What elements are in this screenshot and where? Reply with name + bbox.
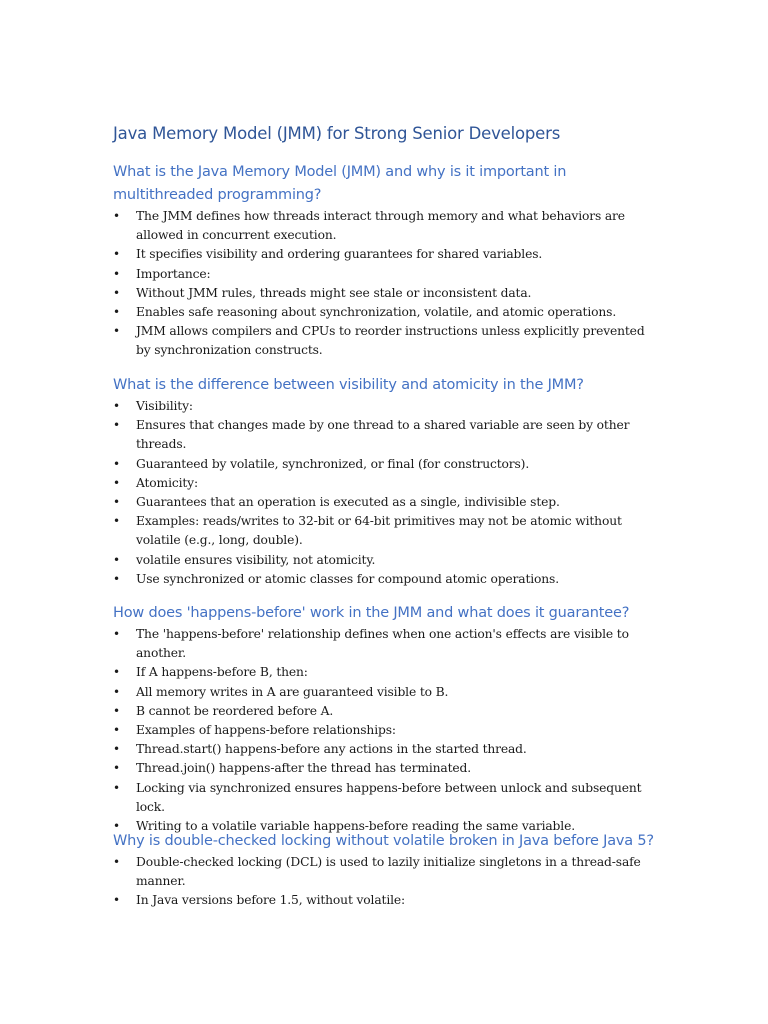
bullet-icon: • [113,247,120,262]
bullet-icon: • [113,703,120,718]
list-item: • The 'happens-before' relationship defines when one action's effects are visible to another. [113,627,629,661]
bullet-icon: • [113,723,120,738]
list-item: • It specifies visibility and ordering guarantees for shared variables. [113,245,658,264]
bullet-icon: • [113,209,120,223]
list-item: • JMM allows compilers and CPUs to reorder instructions unless explicitly prevented by synchronization constructs. [113,324,645,358]
section-heading: Why is double-checked locking without volatile broken in Java before Java 5? [113,833,654,849]
list-item: • Guaranteed by volatile, synchronized, or final (for constructors). [113,455,658,474]
bullet-icon: • [113,819,120,834]
bullet-list [113,207,658,361]
bullet-icon: • [113,495,120,510]
bullet-icon: • [113,684,120,699]
list-item: • Guarantees that an operation is executed as a single, indivisible step. [113,493,658,512]
list-item: • Writing to a volatile variable happens-before reading the same variable. [113,817,658,836]
list-item: • Visibility: [113,397,658,416]
bullet-icon: • [113,456,120,471]
section-heading: What is the difference between visibility and atomicity in the JMM? [113,377,584,393]
bullet-list [113,625,658,836]
bullet-icon: • [113,855,120,869]
bullet-list [113,397,658,589]
bullet-icon: • [113,552,120,567]
list-item: • Importance: [113,265,658,284]
bullet-icon: • [113,780,120,795]
list-item: • Use synchronized or atomic classes for compound atomic operations. [113,570,658,589]
bullet-icon: • [113,305,120,320]
list-item: • Enables safe reasoning about synchronization, volatile, and atomic operations. [113,303,658,322]
section-happens-before [113,602,658,836]
bullet-icon: • [113,571,120,586]
list-item: • Atomicity: [113,474,658,493]
bullet-list [113,853,658,911]
list-item: • The JMM defines how threads interact through memory and what behaviors are allowed in concurrent execution. [113,209,625,243]
section-heading: How does 'happens-before' work in the JMM and what does it guarantee? [113,605,630,621]
list-item: • Thread.join() happens-after the thread has terminated. [113,759,658,778]
bullet-icon: • [113,285,120,300]
bullet-icon: • [113,742,120,757]
bullet-icon: • [113,324,120,339]
bullet-icon: • [113,514,120,529]
list-item: • Ensures that changes made by one thread to a shared variable are seen by other threads. [113,418,630,452]
section-double-checked-locking [113,830,658,911]
document-title: Java Memory Model (JMM) for Strong Senior Developers [113,124,561,143]
bullet-icon: • [113,761,120,776]
bullet-icon: • [113,665,120,680]
section-heading: What is the Java Memory Model (JMM) and why is it important in multithreaded programming? [113,164,567,203]
list-item: • Thread.start() happens-before any actions in the started thread. [113,740,658,759]
list-item: • Without JMM rules, threads might see stale or inconsistent data. [113,284,658,303]
list-item: • If A happens-before B, then: [113,663,658,682]
list-item: • Locking via synchronized ensures happens-before between unlock and subsequent lock. [113,780,642,814]
list-item: • Examples of happens-before relationships: [113,721,658,740]
bullet-icon: • [113,418,120,433]
bullet-icon: • [113,627,120,641]
list-item: • In Java versions before 1.5, without volatile: [113,891,658,910]
section-visibility-atomicity [113,374,658,589]
bullet-icon: • [113,893,120,908]
list-item: • Double-checked locking (DCL) is used to lazily initialize singletons in a thread-safe manner. [113,855,641,889]
list-item: • volatile ensures visibility, not atomicity. [113,551,658,570]
list-item: • Examples: reads/writes to 32-bit or 64-bit primitives may not be atomic without volatile (e.g., long, double). [113,514,622,548]
list-item: • B cannot be reordered before A. [113,702,658,721]
bullet-icon: • [113,399,120,413]
section-jmm-importance [113,161,658,361]
bullet-icon: • [113,266,120,281]
list-item: • All memory writes in A are guaranteed visible to B. [113,683,658,702]
bullet-icon: • [113,475,120,490]
